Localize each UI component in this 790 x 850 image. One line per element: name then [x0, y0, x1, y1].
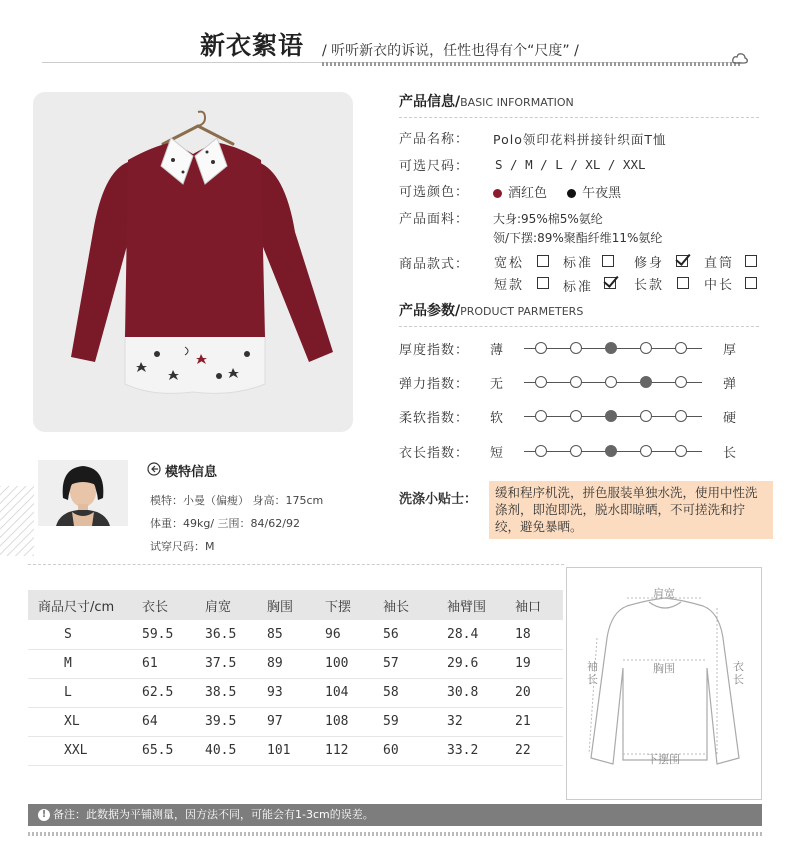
table-cell: 89 [257, 649, 315, 678]
color-name-black: 午夜黑 [582, 186, 622, 201]
table-cell: S [28, 620, 132, 649]
params-rule [399, 326, 759, 327]
table-cell: 29.6 [437, 649, 505, 678]
table-cell: 36.5 [195, 620, 257, 649]
scale-point [535, 445, 547, 457]
scale-point [570, 410, 582, 422]
size-table [28, 590, 563, 766]
scale-point-selected [605, 342, 617, 354]
style-check-mid-long [745, 277, 757, 289]
scale-point-selected [605, 410, 617, 422]
scale-point [675, 376, 687, 388]
info-label-style: 商品款式： [399, 257, 470, 272]
scale-min-word: 薄 [490, 343, 504, 358]
size-col-header: 袖长 [373, 590, 437, 620]
style-option-slim: 修身 [634, 256, 665, 271]
scale-point [570, 342, 582, 354]
size-table-body [28, 620, 563, 765]
params-title-zh: 产品参数/ [399, 303, 461, 319]
size-col-header: 胸围 [257, 590, 315, 620]
table-cell: 39.5 [195, 707, 257, 736]
table-cell: 62.5 [132, 678, 195, 707]
table-cell: 30.8 [437, 678, 505, 707]
size-col-header: 下摆 [315, 590, 373, 620]
scale-point [675, 410, 687, 422]
scale-point [640, 445, 652, 457]
table-top-rule [28, 564, 564, 565]
scale-point [570, 445, 582, 457]
scale-label: 弹力指数： [399, 377, 470, 392]
table-row [28, 620, 563, 649]
decor-stripes-left [0, 486, 34, 556]
style-option-standard-length: 标准 [563, 280, 594, 295]
model-line-3: 试穿尺码：M [150, 540, 215, 553]
info-label-name: 产品名称： [399, 132, 470, 147]
wash-tip-text: 缓和程序机洗，拼色服装单独水洗，使用中性洗涤剂，即泡即洗，脱水即晾晒，不可搓洗和拧绞，避免暴晒。 [489, 481, 773, 539]
table-cell: 65.5 [132, 736, 195, 765]
info-value-fabric-collar: 领/下摆:89%聚酯纤维11%氨纶 [493, 231, 663, 245]
model-portrait-image [38, 460, 128, 526]
scale-max-word: 弹 [723, 377, 737, 392]
scale-label: 厚度指数： [399, 343, 470, 358]
measurement-diagram [566, 567, 762, 800]
table-cell: 61 [132, 649, 195, 678]
wash-tip-label: 洗涤小贴士： [399, 492, 478, 507]
size-col-header: 袖臂围 [437, 590, 505, 620]
table-cell: 19 [505, 649, 563, 678]
header-slogan: / 听听新衣的诉说，任性也得有个“尺度” / [322, 43, 579, 59]
diagram-label-length: 衣长 [733, 660, 744, 686]
basic-info-title-zh: 产品信息/ [399, 94, 461, 110]
scale-point [605, 376, 617, 388]
diagram-label-sleeve: 袖长 [587, 660, 598, 686]
params-title [399, 300, 583, 320]
model-title: 模特信息 [165, 465, 218, 480]
diagram-label-shoulder: 肩宽 [653, 587, 675, 600]
table-cell: 28.4 [437, 620, 505, 649]
table-cell: M [28, 649, 132, 678]
style-option-straight: 直筒 [704, 256, 735, 271]
color-swatch-wine [493, 189, 502, 198]
table-cell: 112 [315, 736, 373, 765]
color-options [493, 182, 621, 201]
footer-note-text: 备注：此数据为平铺测量，因方法不同，可能会有1-3cm的误差。 [53, 808, 374, 821]
style-check-straight [745, 255, 757, 267]
table-cell: 33.2 [437, 736, 505, 765]
table-cell: XXL [28, 736, 132, 765]
table-cell: 56 [373, 620, 437, 649]
table-cell: 85 [257, 620, 315, 649]
arrow-left-circle-icon [147, 462, 161, 476]
table-cell: 22 [505, 736, 563, 765]
basic-info-title [399, 91, 574, 111]
scale-label: 柔软指数： [399, 411, 470, 426]
table-cell: 40.5 [195, 736, 257, 765]
table-cell: XL [28, 707, 132, 736]
table-cell: 58 [373, 678, 437, 707]
style-option-long: 长款 [634, 278, 665, 293]
table-cell: 59.5 [132, 620, 195, 649]
table-cell: 64 [132, 707, 195, 736]
scale-min-word: 软 [490, 411, 504, 426]
info-value-fabric-body: 大身:95%棉5%氨纶 [493, 212, 603, 226]
style-option-loose: 宽松 [494, 256, 525, 271]
style-check-standard-length [604, 277, 616, 289]
table-cell: 96 [315, 620, 373, 649]
table-cell: 59 [373, 707, 437, 736]
scale-point [535, 376, 547, 388]
table-cell: 38.5 [195, 678, 257, 707]
info-label-color: 可选颜色： [399, 185, 470, 200]
color-swatch-black [567, 189, 576, 198]
scale-max-word: 厚 [723, 343, 737, 358]
size-col-header: 袖口 [505, 590, 563, 620]
scale-point-selected [605, 445, 617, 457]
size-table-header-row [28, 590, 563, 620]
size-col-header: 衣长 [132, 590, 195, 620]
table-cell: 104 [315, 678, 373, 707]
style-option-short: 短款 [494, 278, 525, 293]
table-cell: L [28, 678, 132, 707]
color-name-wine: 酒红色 [508, 186, 548, 201]
header-dashed-rule [322, 62, 742, 66]
scale-max-word: 长 [723, 446, 737, 461]
model-line-2: 体重：49kg/ 三围：84/62/92 [150, 517, 300, 530]
style-check-slim [676, 255, 688, 267]
scale-min-word: 无 [490, 377, 504, 392]
scale-max-word: 硬 [723, 411, 737, 426]
basic-info-rule [399, 117, 759, 118]
table-cell: 20 [505, 678, 563, 707]
cloud-logo-icon [732, 52, 748, 64]
product-photo [33, 92, 353, 432]
style-check-long [677, 277, 689, 289]
table-cell: 32 [437, 707, 505, 736]
scale-point [535, 410, 547, 422]
scale-point [535, 342, 547, 354]
table-cell: 57 [373, 649, 437, 678]
table-cell: 100 [315, 649, 373, 678]
footer-note [28, 804, 762, 826]
info-icon: ! [38, 809, 50, 821]
info-label-size: 可选尺码： [399, 159, 470, 174]
info-value-name: Polo领印花料拼接针织面T恤 [493, 132, 667, 147]
table-cell: 108 [315, 707, 373, 736]
model-photo [38, 460, 128, 526]
style-check-short [537, 277, 549, 289]
scale-point [640, 410, 652, 422]
scale-label: 衣长指数： [399, 446, 470, 461]
scale-point [675, 445, 687, 457]
info-value-size: S / M / L / XL / XXL [495, 157, 646, 172]
table-row [28, 736, 563, 765]
scale-min-word: 短 [490, 446, 504, 461]
style-option-mid-long: 中长 [704, 278, 735, 293]
table-row [28, 649, 563, 678]
model-line-1: 模特：小曼（偏瘦） 身高：175cm [150, 494, 324, 507]
table-cell: 18 [505, 620, 563, 649]
scale-point [675, 342, 687, 354]
info-label-fabric: 产品面料： [399, 212, 470, 227]
table-cell: 93 [257, 678, 315, 707]
table-cell: 37.5 [195, 649, 257, 678]
table-cell: 60 [373, 736, 437, 765]
style-option-standard-fit: 标准 [563, 256, 594, 271]
page-title: 新衣絮语 [200, 31, 305, 60]
diagram-label-chest: 胸围 [653, 662, 675, 675]
footer-dashed-rule [28, 832, 762, 836]
scale-point [570, 376, 582, 388]
size-col-header: 肩宽 [195, 590, 257, 620]
params-title-en: PRODUCT PARMETERS [460, 305, 584, 318]
table-cell: 21 [505, 707, 563, 736]
sweater-image [33, 92, 353, 432]
table-row [28, 707, 563, 736]
table-cell: 101 [257, 736, 315, 765]
diagram-label-hem: 下摆围 [647, 753, 680, 766]
style-check-loose [537, 255, 549, 267]
basic-info-title-en: BASIC INFORMATION [460, 96, 574, 109]
size-col-header: 商品尺寸/cm [28, 590, 132, 620]
scale-point-selected [640, 376, 652, 388]
table-cell: 97 [257, 707, 315, 736]
table-row [28, 678, 563, 707]
style-check-standard-fit [602, 255, 614, 267]
scale-point [640, 342, 652, 354]
